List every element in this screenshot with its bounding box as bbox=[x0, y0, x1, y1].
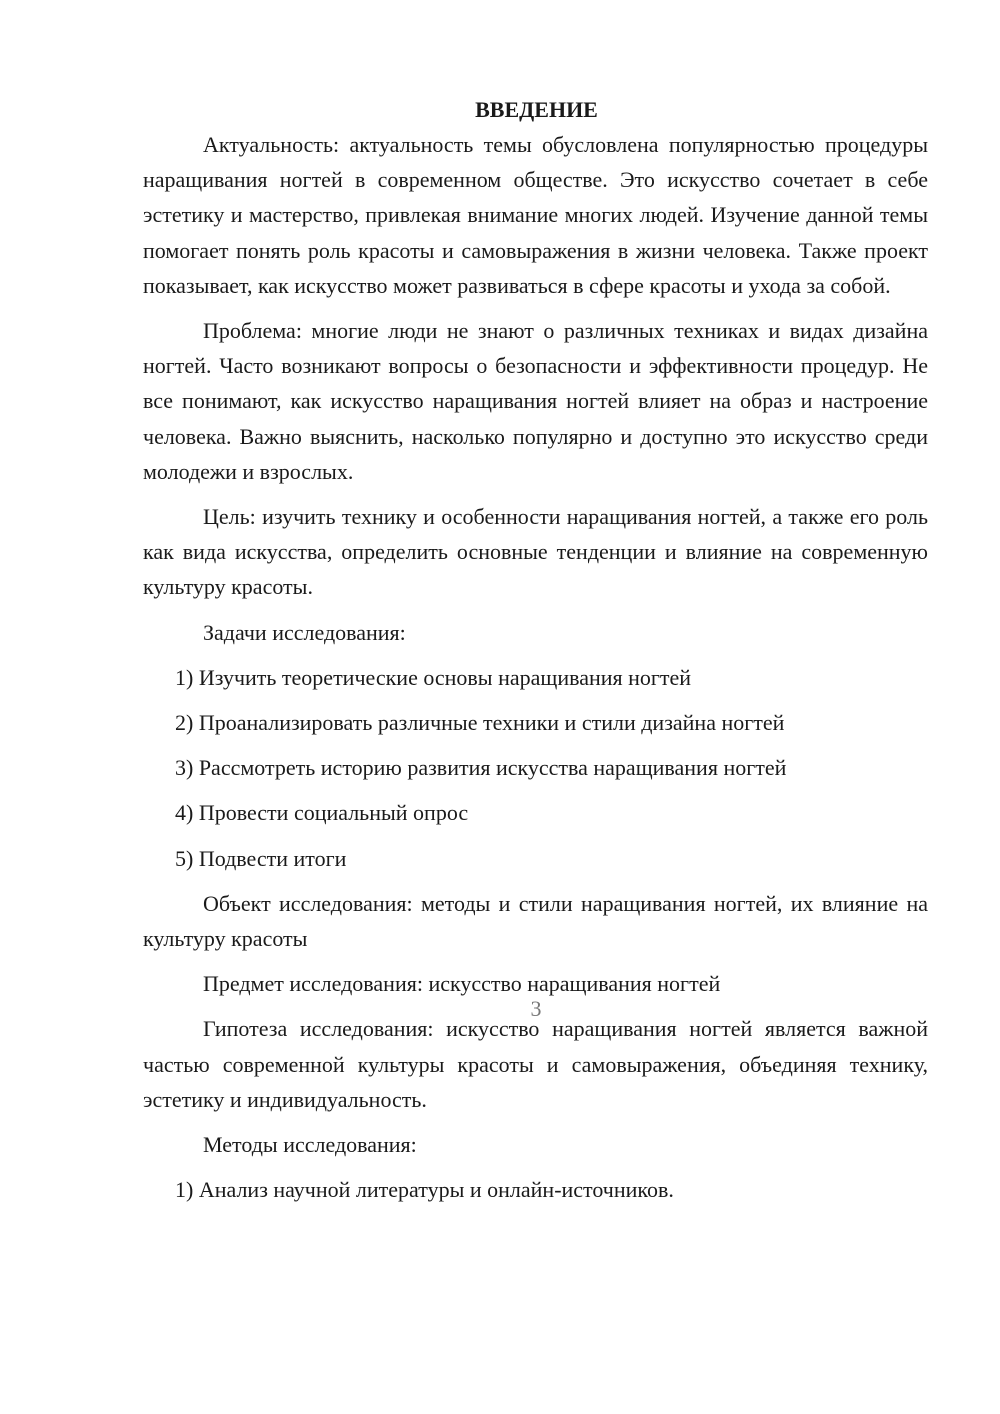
task-item: 5) Подвести итоги bbox=[175, 845, 347, 871]
page-number: 3 bbox=[530, 996, 542, 1021]
section-title: ВВЕДЕНИЕ bbox=[475, 97, 598, 122]
hypothesis-paragraph: Гипотеза исследования: искусство наращивания ногтей является важной частью современной культуры красоты и самовыражения, объединяя технику, эстетику и индивидуальность. bbox=[143, 1016, 928, 1112]
problem-paragraph: Проблема: многие люди не знают о различных техниках и видах дизайна ногтей. Часто возникают вопросы о безопасности и эффективности процедур. Не все понимают, как искусство наращивания ногтей влияет на образ и настроение человека. Важно выяснить, насколько популярно и доступно это искусство среди молодежи и взрослых. bbox=[143, 318, 928, 484]
subject-paragraph: Предмет исследования: искусство наращивания ногтей bbox=[203, 971, 721, 997]
method-item: 1) Анализ научной литературы и онлайн-источников. bbox=[175, 1177, 674, 1203]
relevance-paragraph: Актуальность: актуальность темы обусловлена популярностью процедуры наращивания ногтей в современном обществе. Это искусство сочетает в себе эстетику и мастерство, привлекая внимание многих людей. Изучение данной темы помогает понять роль красоты и самовыражения в жизни человека. Также проект показывает, как искусство может развиваться в сфере красоты и ухода за собой. bbox=[143, 132, 928, 298]
task-item: 4) Провести социальный опрос bbox=[175, 800, 469, 826]
object-paragraph: Объект исследования: методы и стили наращивания ногтей, их влияние на культуру красоты bbox=[143, 890, 928, 952]
task-item: 2) Проанализировать различные техники и стили дизайна ногтей bbox=[175, 710, 785, 736]
methods-heading: Методы исследования: bbox=[203, 1132, 417, 1158]
goal-paragraph: Цель: изучить технику и особенности наращивания ногтей, а также его роль как вида искусства, определить основные тенденции и влияние на современную культуру красоты. bbox=[143, 504, 928, 600]
task-item: 1) Изучить теоретические основы наращивания ногтей bbox=[175, 664, 692, 690]
tasks-heading: Задачи исследования: bbox=[203, 619, 406, 645]
document-page bbox=[143, 92, 928, 1217]
task-item: 3) Рассмотреть историю развития искусства наращивания ногтей bbox=[175, 755, 787, 781]
